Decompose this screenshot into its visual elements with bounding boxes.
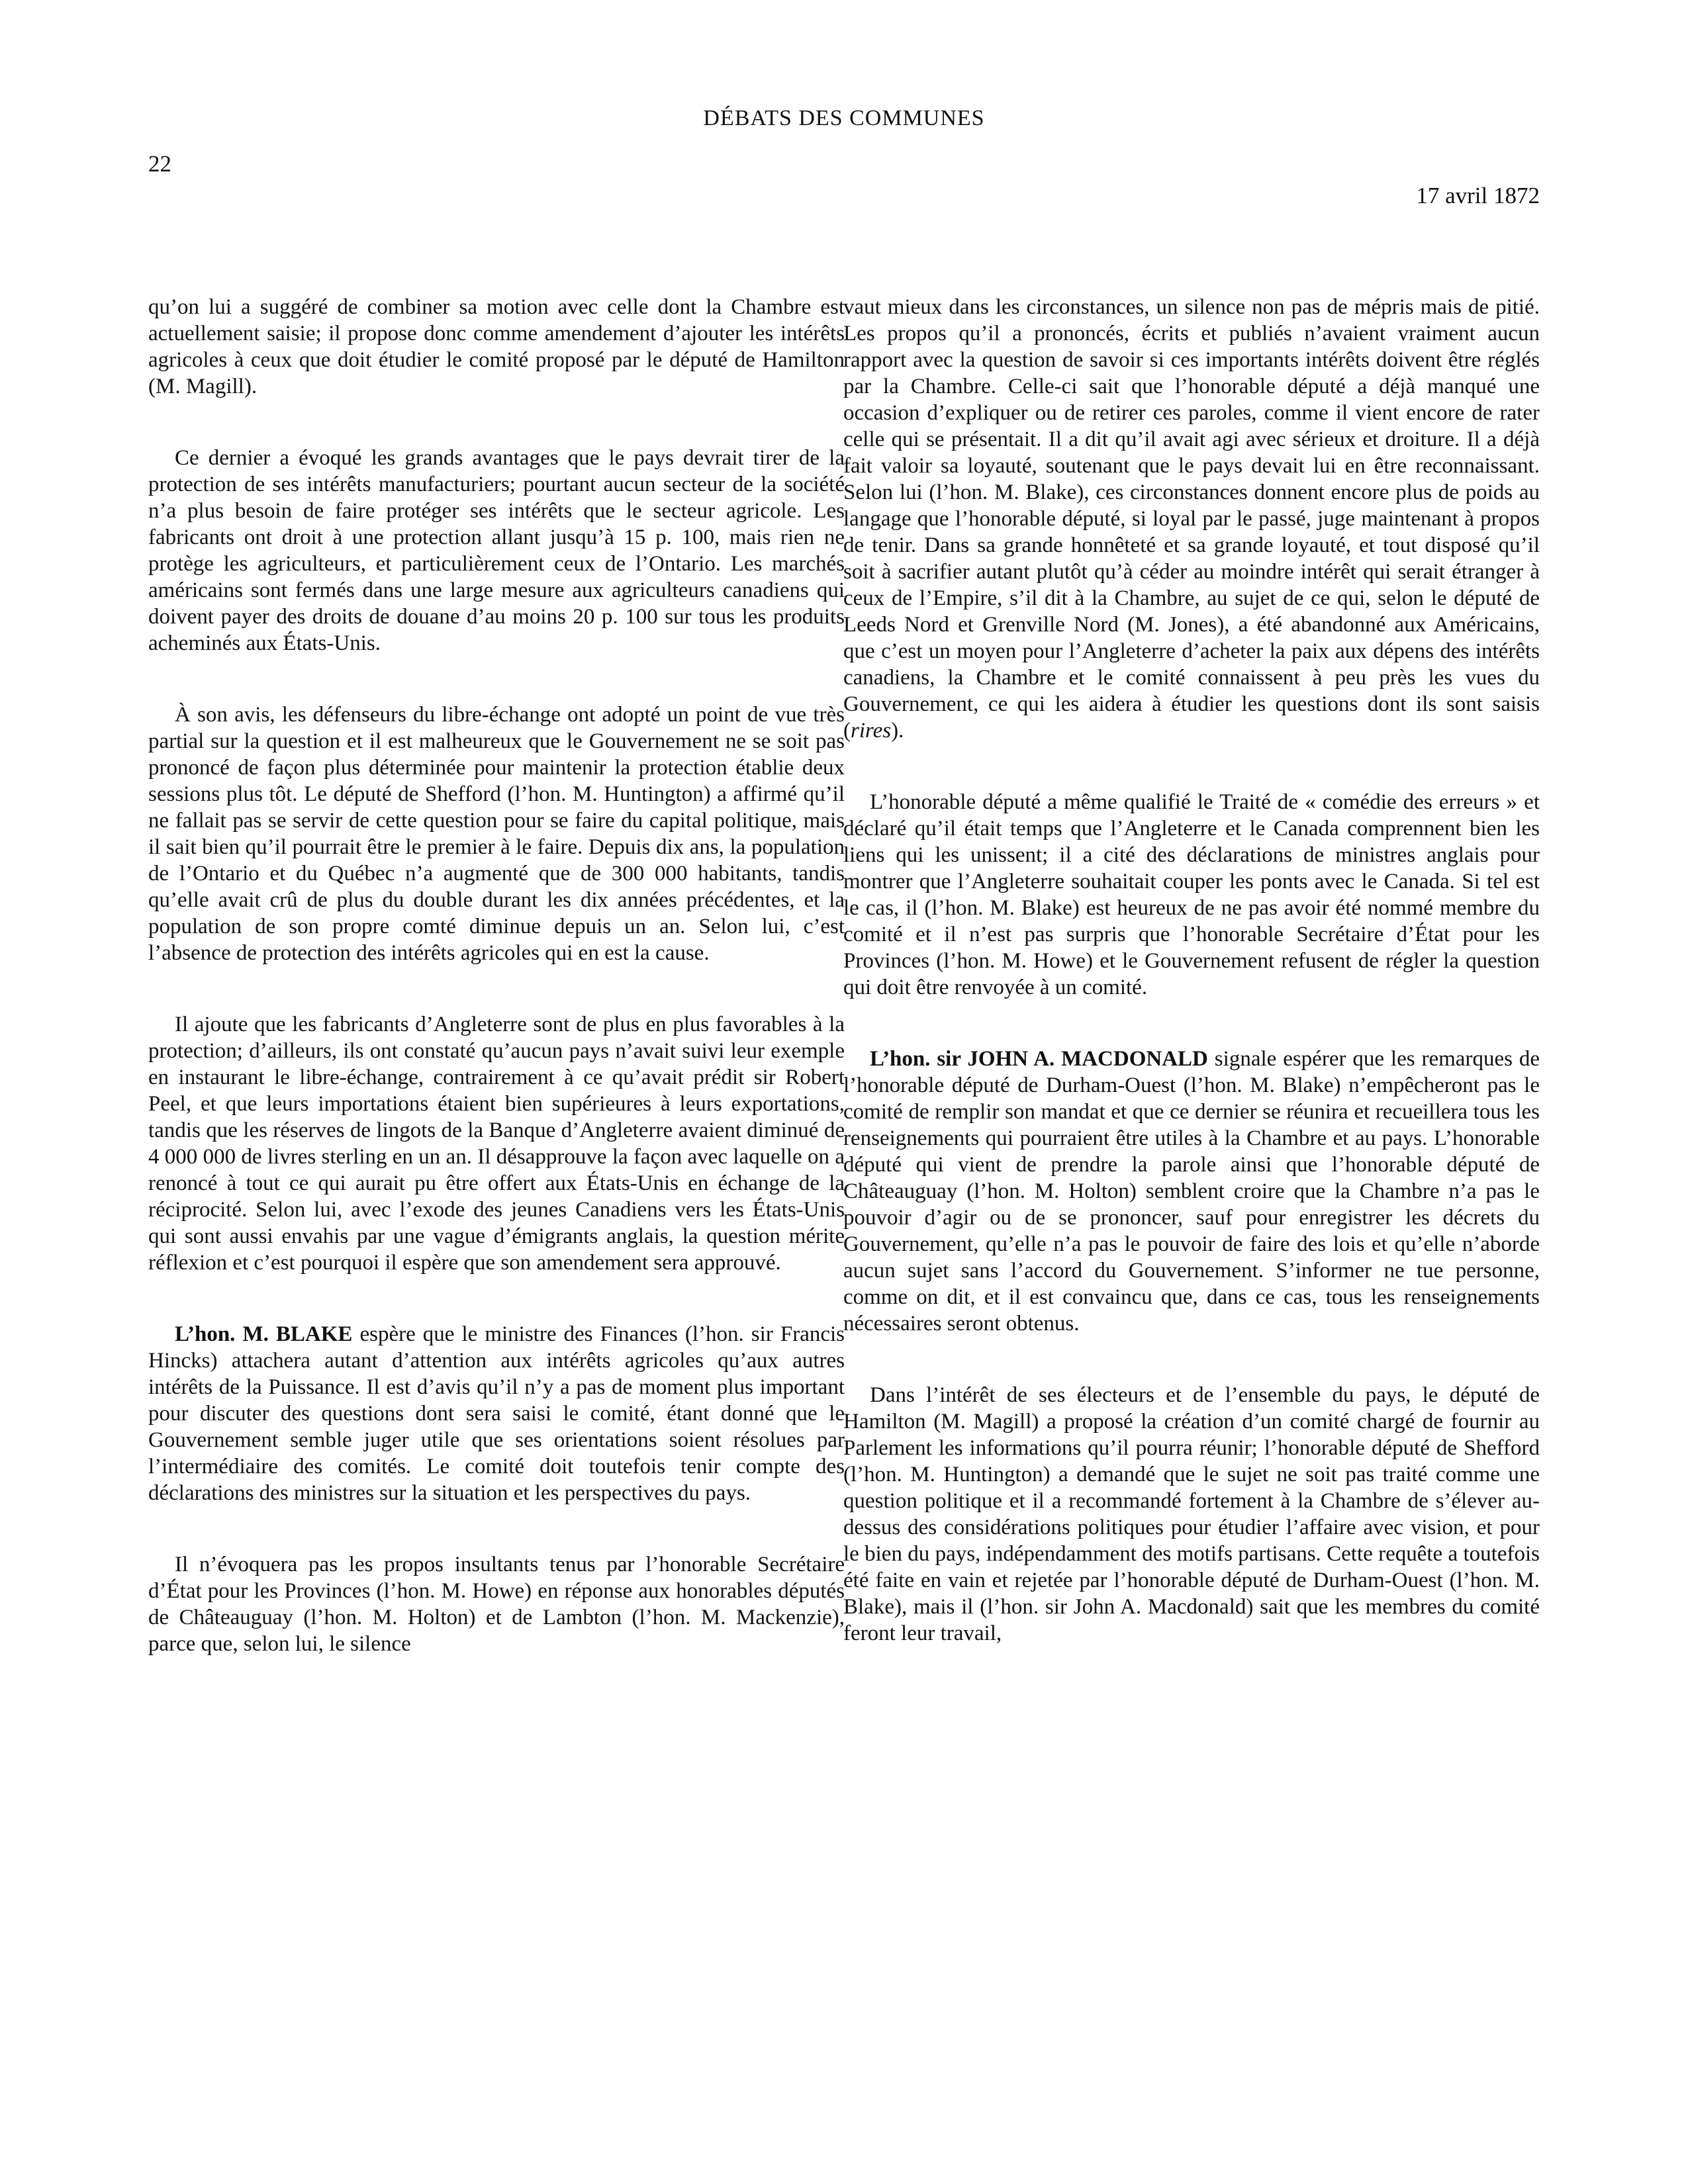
paragraph: Ce dernier a évoqué les grands avantages que le pays devrait tirer de la protection de ses intérêts manufacturiers; pourtant aucun secteur de la société n’a plus besoin de faire protéger ses intérêts que le secteur agricole. Les fabricants ont droit à une protection allant jusqu’à 15 p. 100, mais rien ne protège les agriculteurs, et particulièrement ceux de l’Ontario. Les marchés américains sont fermés dans une large mesure aux agriculteurs canadiens qui doivent payer des droits de douane d’au moins 20 p. 100 sur tous les produits acheminés aux États-Unis. [148,446,845,655]
paragraph-text: ). [891,719,904,743]
paragraph-text: vaut mieux dans les circonstances, un silence non pas de mépris mais de pitié. Les propos qu’il a prononcés, écrits et publiés n’avaient vraiment aucun rapport avec la question de savoir si ces importants intérêts doivent être réglés par la Chambre. Celle-ci sait que l’honorable député a déjà manqué une occasion d’expliquer ou de retirer ces paroles, comme il vient encore de rater celle qui se présentait. Il a dit qu’il avait agi avec sérieux et droiture. Il a déjà fait valoir sa loyauté, soutenant que le pays devait lui en être reconnaissant. Selon lui (l’hon. M. Blake), ces circonstances donnent encore plus de poids au langage que l’honorable député, si loyal par le passé, juge maintenant à propos de tenir. Dans sa grande honnêteté et sa grande loyauté, et tout disposé qu’il soit à sacrifier autant plutôt qu’à céder au moindre intérêt qui serait étranger à ceux de l’Empire, s’il dit à la Chambre, au sujet de ce qui, selon le député de Leeds Nord et Grenville Nord (M. Jones), a été abandonné aux Américains, que c’est un moyen pour l’Angleterre d’acheter la paix aux dépens des intérêts canadiens, la Chambre et le comité connaissent à peu près les vues du Gouvernement, ce qui les aidera à étudier les questions dont ils sont saisis ( [843,295,1540,743]
speaker-paragraph [843,1046,1540,1337]
paragraph [843,294,1540,744]
speech-text: signale espérer que les remarques de l’honorable député de Durham-Ouest (l’hon. M. Blake) n’empêcheront pas le comité de remplir son mandat et que ce dernier se réunira et recueillera tous les renseignements qui pourraient être utiles à la Chambre et au pays. L’honorable député qui vient de prendre la parole ainsi que l’honorable député de Châteauguay (l’hon. M. Holton) semblent croire que la Chambre n’a pas le pouvoir d’agir ou de se prononcer, sauf pour enregistrer les décrets du Gouvernement, qu’elle n’a pas le pouvoir de faire des lois et qu’elle n’aborde aucun sujet sans l’accord du Gouvernement. S’informer ne tue personne, comme on dit, et il est convaincu que, dans ce cas, tous les renseignements nécessaires seront obtenus. [843,1047,1540,1336]
paragraph: À son avis, les défenseurs du libre-échange ont adopté un point de vue très partial sur la question et il est malheureux que le Gouvernement ne se soit pas prononcé de façon plus déterminée pour maintenir la protection établie deux sessions plus tôt. Le député de Shefford (l’hon. M. Huntington) a affirmé qu’il ne fallait pas se servir de cette question pour se faire du capital politique, mais il sait bien qu’il pourrait être le premier à le faire. Depuis dix ans, la population de l’Ontario et du Québec n’a augmenté que de 300 000 habitants, tandis qu’elle avait crû de plus du double durant les dix années précédentes, et la population de son propre comté diminue depuis un an. Selon lui, c’est l’absence de protection des intérêts agricoles qui en est la cause. [148,703,845,965]
paragraph: Il n’évoquera pas les propos insultants tenus par l’honorable Secrétaire d’État pour les Provinces (l’hon. M. Howe) en réponse aux honorables députés de Châteauguay (l’hon. M. Holton) et de Lambton (l’hon. M. Mackenzie), parce que, selon lui, le silence [148,1553,845,1656]
italic-text: rires [851,719,892,743]
page-date: 17 avril 1872 [1416,183,1540,208]
page-number: 22 [148,151,171,177]
right-column [843,294,1540,1647]
page-header: DÉBATS DES COMMUNES [703,106,985,130]
speaker-paragraph [148,1321,845,1506]
left-column [148,294,845,1657]
speech-text: espère que le ministre des Finances (l’hon. sir Francis Hincks) attachera autant d’attention aux intérêts agricoles qu’aux autres intérêts de la Puissance. Il est d’avis qu’il n’y a pas de moment plus important pour discuter des questions dont sera saisi le comité, étant donné que le Gouvernement semble juger utile que ses orientations soient résolues par l’intermédiaire des comités. Le comité doit toutefois tenir compte des déclarations des ministres sur la situation et les perspectives du pays. [148,1322,845,1505]
paragraph: Dans l’intérêt de ses électeurs et de l’ensemble du pays, le député de Hamilton (M. Magill) a proposé la création d’un comité chargé de fournir au Parlement les informations qu’il pourra réunir; l’honorable député de Shefford (l’hon. M. Huntington) a demandé que le sujet ne soit pas traité comme une question politique et il a recommandé fortement à la Chambre de s’élever au-dessus des considérations politiques pour étudier l’affaire avec vision, et pour le bien du pays, indépendamment des motifs partisans. Cette requête a toutefois été faite en vain et rejetée par l’honorable député de Durham-Ouest (l’hon. M. Blake), mais il (l’hon. sir John A. Macdonald) sait que les membres du comité feront leur travail, [843,1383,1540,1645]
paragraph: qu’on lui a suggéré de combiner sa motion avec celle dont la Chambre est actuellement saisie; il propose donc comme amendement d’ajouter les intérêts agricoles à ceux que doit étudier le comité proposé par le député de Hamilton (M. Magill). [148,295,845,398]
paragraph: L’honorable député a même qualifié le Traité de « comédie des erreurs » et déclaré qu’il était temps que l’Angleterre et le Canada comprennent bien les liens qui les unissent; il a cité des déclarations de ministres anglais pour montrer que l’Angleterre souhaitait couper les ponts avec le Canada. Si tel est le cas, il (l’hon. M. Blake) est heureux de ne pas avoir été nommé membre du comité et il n’est pas surpris que l’honorable Secrétaire d’État pour les Provinces (l’hon. M. Howe) et le Gouvernement refusent de régler la question qui doit être renvoyée à un comité. [843,790,1540,999]
paragraph: Il ajoute que les fabricants d’Angleterre sont de plus en plus favorables à la protection; d’ailleurs, ils ont constaté qu’aucun pays n’avait suivi leur exemple en instaurant le libre-échange, contrairement à ce qu’avait prédit sir Robert Peel, et que leurs importations étaient bien supérieures à leurs exportations, tandis que les réserves de lingots de la Banque d’Angleterre avaient diminué de 4 000 000 de livres sterling en un an. Il désapprouve la façon avec laquelle on a renoncé à tout ce qui aurait pu être offert aux États-Unis en échange de la réciprocité. Selon lui, avec l’exode des jeunes Canadiens vers les États-Unis qui sont aussi envahis par une vague d’émigrants anglais, la question mérite réflexion et c’est pourquoi il espère que son amendement sera approuvé. [148,1013,845,1275]
speaker-name: L’hon. sir JOHN A. MACDONALD [870,1047,1208,1071]
speaker-name: L’hon. M. BLAKE [175,1322,353,1346]
